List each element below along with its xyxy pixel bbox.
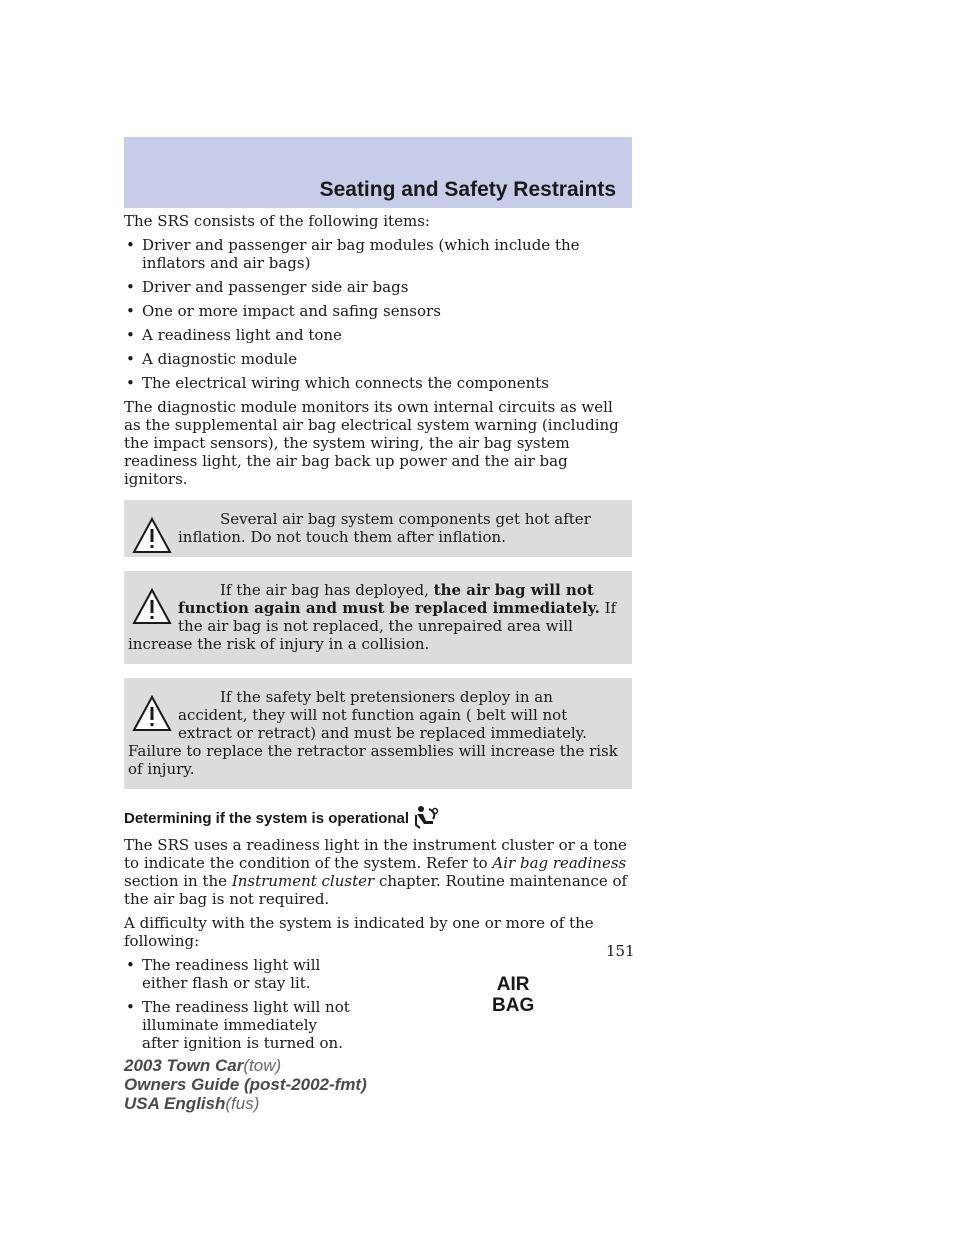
list-item: • Driver and passenger side air bags (126, 278, 409, 296)
page-content (124, 212, 632, 1058)
airbag-readiness-lamp: AIR BAG (492, 974, 535, 1016)
difficulty-paragraph: A difficulty with the system is indicated by one or more of the following: (124, 914, 594, 950)
warning-text: Several air bag system components get hot after inflation. Do not touch them after inflation. (178, 510, 591, 546)
difficulty-list (124, 956, 354, 1052)
list-item: • The electrical wiring which connects the components (126, 374, 549, 392)
warning-text: If the air bag has deployed, the air bag will not function again and must be replaced immediately. If the air bag is not replaced, the unrepaired area will increase the risk of injury in a collision. (128, 581, 617, 653)
list-item: • A diagnostic module (126, 350, 298, 368)
section-header-band (124, 137, 632, 208)
section-title: Seating and Safety Restraints (319, 178, 616, 201)
srs-item-list (124, 236, 632, 392)
list-item: • A readiness light and tone (126, 326, 342, 344)
warning-box-pretensioners (124, 678, 632, 789)
airbag-occupant-icon (413, 805, 439, 829)
list-item: • The readiness light will either flash or stay lit. (126, 956, 321, 992)
warning-triangle-icon (132, 694, 172, 734)
document-footer: 2003 Town Car(tow) Owners Guide (post-2002-fmt) USA English(fus) (124, 1056, 367, 1113)
srs-intro: The SRS consists of the following items: (124, 212, 430, 230)
operational-paragraph: The SRS uses a readiness light in the instrument cluster or a tone to indicate the condition of the system. Refer to Air bag readiness section in the Instrument cluster chapter. Routine maintenance of the air bag is not required. (124, 836, 628, 908)
warning-triangle-icon (132, 587, 172, 627)
list-item: • The readiness light will not illuminate immediately after ignition is turned on. (126, 998, 350, 1052)
page-number: 151 (606, 942, 635, 960)
indicator-section (124, 956, 632, 1052)
list-item: • Driver and passenger air bag modules (which include the inflators and air bags) (126, 236, 580, 272)
warning-box-hot-components (124, 500, 632, 557)
warning-text: If the safety belt pretensioners deploy in an accident, they will not function again ( belt will not extract or retract) and must be replaced immediately. Failure to replace the retractor assemblies will increase the risk of injury. (128, 688, 618, 778)
warning-box-deployed-airbag (124, 571, 632, 664)
list-item: • One or more impact and safing sensors (126, 302, 441, 320)
diagnostic-paragraph: The diagnostic module monitors its own internal circuits as well as the supplemental air bag electrical system warning (including the impact sensors), the system wiring, the air bag system readiness light, the air bag back up power and the air bag ignitors. (124, 398, 619, 488)
warning-triangle-icon (132, 516, 172, 556)
section-heading: Determining if the system is operational (124, 805, 632, 829)
